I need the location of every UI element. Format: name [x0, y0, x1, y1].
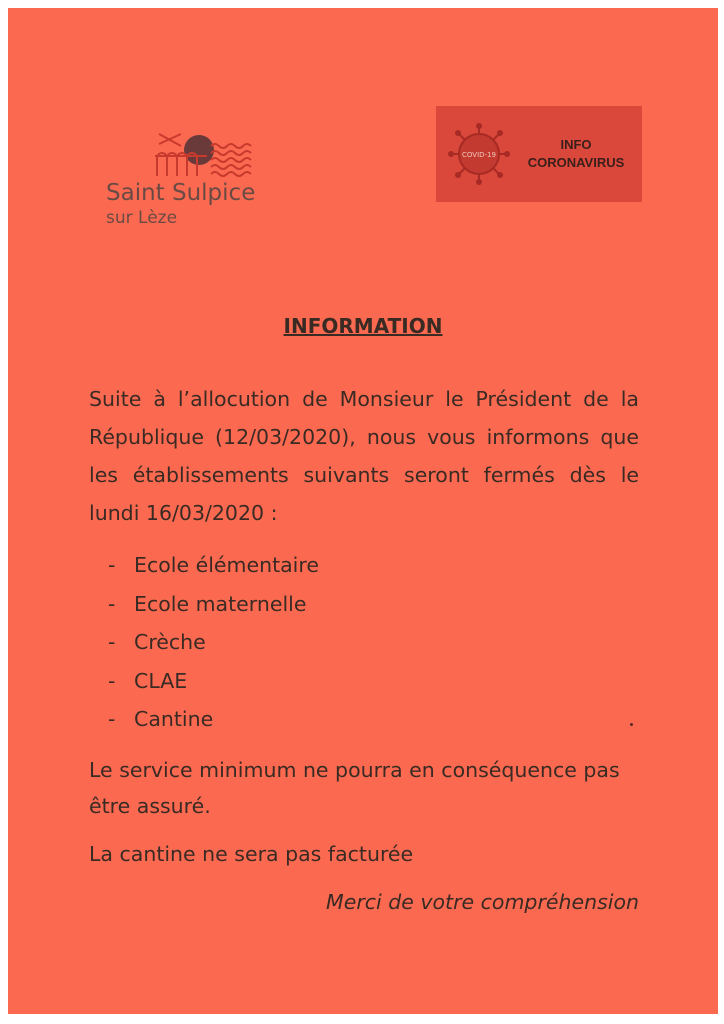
town-subname: sur Lèze	[106, 208, 178, 228]
canteen-note: La cantine ne sera pas facturée	[89, 842, 414, 866]
badge-text	[514, 136, 638, 172]
notice-sheet	[8, 8, 718, 1014]
covid-label: COVID-19	[462, 151, 496, 159]
list-item: - Crèche	[108, 630, 206, 654]
page-title: INFORMATION	[283, 314, 443, 338]
badge-line-coronavirus: CORONAVIRUS	[527, 155, 625, 170]
service-note: Le service minimum ne pourra en conséquence pas être assuré.	[89, 758, 620, 818]
intro-paragraph: Suite à l’allocution de Monsieur le Président de la République (12/03/2020), nous vous informons que les établissements suivants seront fermés dès le lundi 16/03/2020 :	[89, 387, 639, 525]
thanks-signoff: Merci de votre compréhension	[326, 890, 639, 914]
coronavirus-icon	[448, 123, 510, 185]
list-item: - Ecole maternelle	[108, 591, 307, 616]
info-coronavirus-badge	[436, 106, 642, 202]
list-item: - Cantine	[108, 707, 214, 731]
town-name: Saint Sulpice	[106, 180, 256, 206]
list-item: - Ecole élémentaire	[108, 553, 319, 577]
list-item: - CLAE	[108, 668, 188, 693]
windmill-sun-waves-icon	[151, 132, 261, 178]
closed-establishments-list	[108, 546, 319, 739]
paper-speck	[630, 723, 633, 726]
badge-line-info: INFO	[560, 137, 592, 152]
town-logo	[96, 128, 286, 238]
